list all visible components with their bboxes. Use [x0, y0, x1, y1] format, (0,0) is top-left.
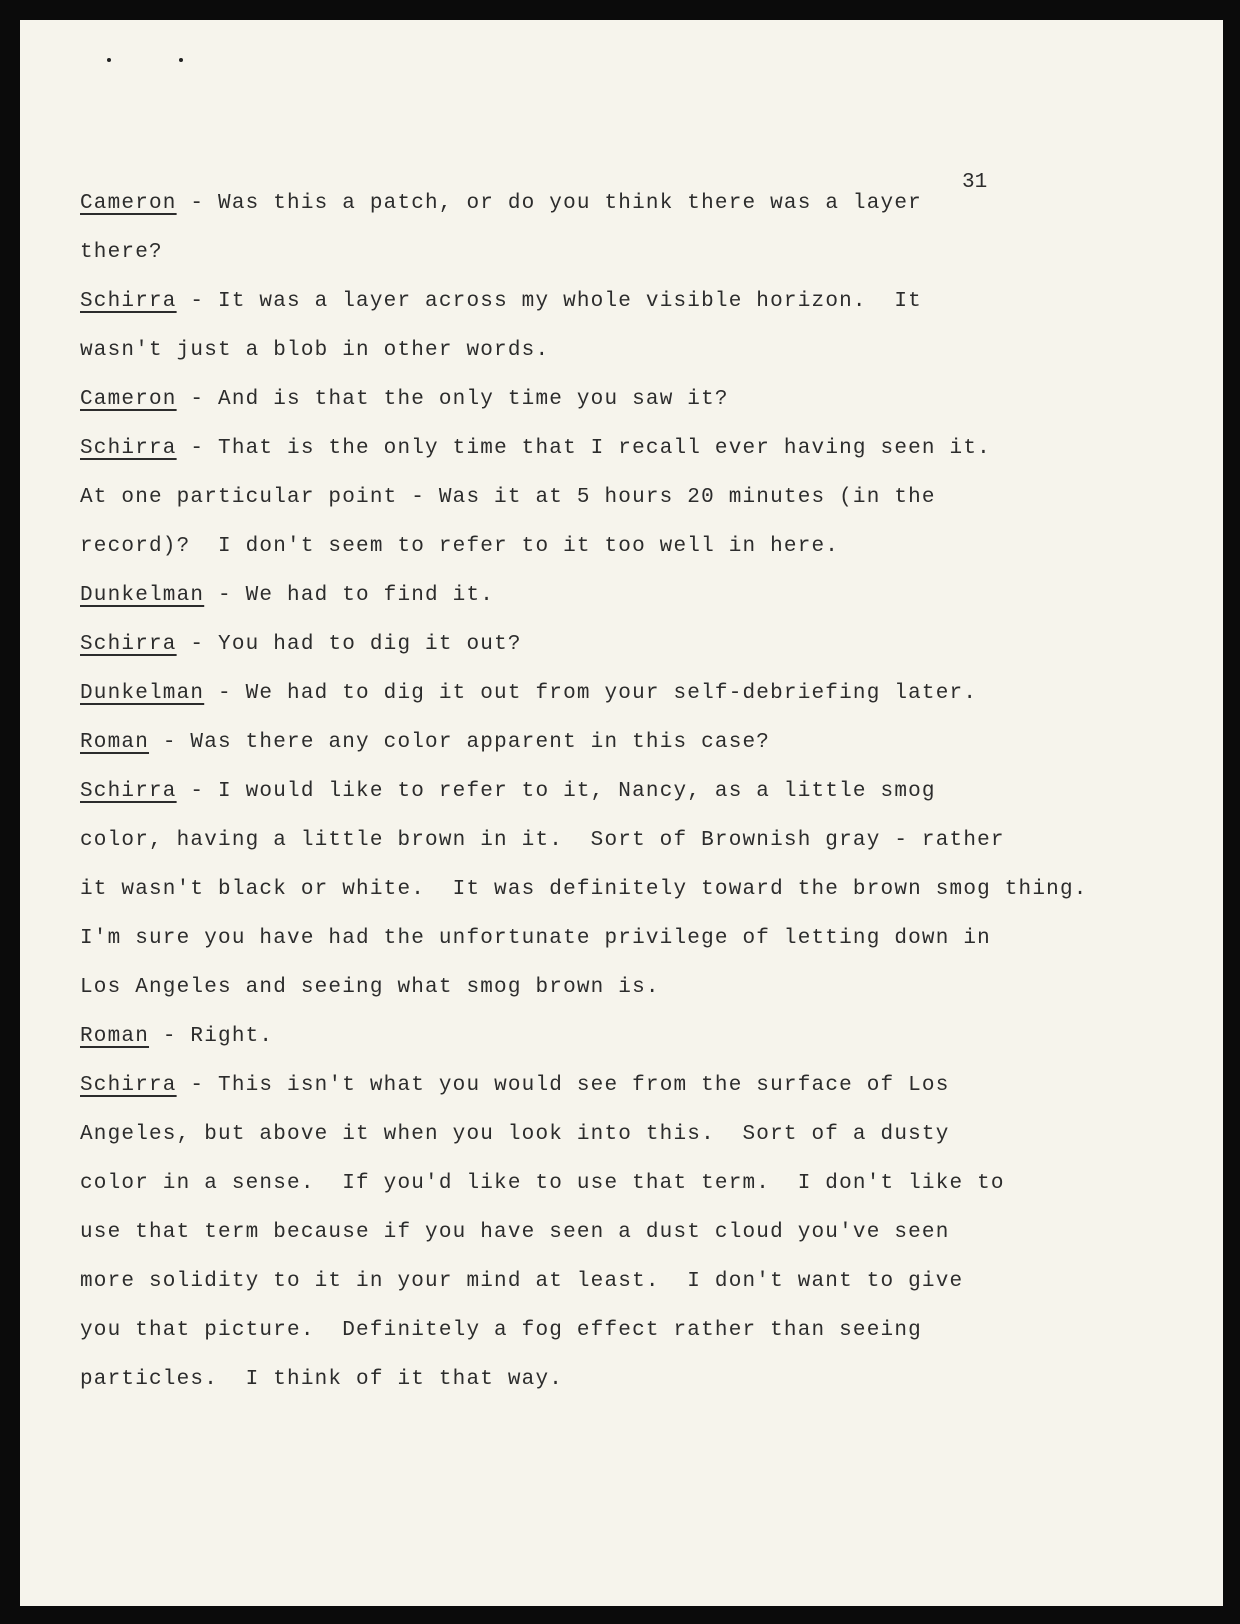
transcript-line	[80, 878, 1088, 902]
line-text: particles. I think of it that way.	[80, 1368, 564, 1391]
transcript-line	[80, 241, 163, 265]
speaker-name: Dunkelman	[80, 682, 205, 705]
transcript-line	[80, 976, 660, 1000]
transcript-line	[80, 339, 549, 363]
line-text: - This isn't what you would see from the surface of Los	[176, 1074, 950, 1097]
speaker-name: Cameron	[80, 192, 177, 215]
transcript-line	[80, 535, 839, 559]
line-text: color in a sense. If you'd like to use that term. I don't like to	[80, 1172, 1005, 1195]
speaker-name: Schirra	[80, 633, 177, 656]
line-text: there?	[80, 241, 163, 264]
line-text: use that term because if you have seen a dust cloud you've seen	[80, 1221, 950, 1244]
transcript-line	[80, 1319, 922, 1343]
stray-mark	[107, 58, 111, 62]
speaker-name: Schirra	[80, 780, 177, 803]
speaker-name: Cameron	[80, 388, 177, 411]
line-text: color, having a little brown in it. Sort of Brownish gray - rather	[80, 829, 1005, 852]
speaker-name: Roman	[80, 731, 150, 754]
line-text: - Right.	[149, 1025, 274, 1048]
line-text: - Was there any color apparent in this case?	[149, 731, 771, 754]
line-text: - We had to find it.	[204, 584, 495, 607]
transcript-line	[80, 437, 991, 461]
speaker-name: Schirra	[80, 1074, 177, 1097]
stray-mark	[179, 58, 183, 62]
line-text: - That is the only time that I recall ever having seen it.	[176, 437, 991, 460]
transcript-line	[80, 388, 729, 412]
transcript-line	[80, 1025, 273, 1049]
transcript-line	[80, 633, 522, 657]
line-text: - We had to dig it out from your self-debriefing later.	[204, 682, 978, 705]
line-text: - You had to dig it out?	[176, 633, 522, 656]
line-text: it wasn't black or white. It was definitely toward the brown smog thing.	[80, 878, 1088, 901]
line-text: wasn't just a blob in other words.	[80, 339, 550, 362]
speaker-name: Dunkelman	[80, 584, 205, 607]
transcript-line	[80, 780, 936, 804]
transcript-page	[20, 20, 1223, 1606]
transcript-line	[80, 731, 770, 755]
line-text: I'm sure you have had the unfortunate privilege of letting down in	[80, 927, 991, 950]
line-text: you that picture. Definitely a fog effect rather than seeing	[80, 1319, 922, 1342]
transcript-line	[80, 1368, 563, 1392]
transcript-line	[80, 1270, 963, 1294]
line-text: record)? I don't seem to refer to it too well in here.	[80, 535, 840, 558]
transcript-line	[80, 584, 494, 608]
transcript-line	[80, 1221, 950, 1245]
line-text: more solidity to it in your mind at least. I don't want to give	[80, 1270, 964, 1293]
page-number: 31	[962, 171, 988, 194]
transcript-line	[80, 682, 977, 706]
line-text: - I would like to refer to it, Nancy, as a little smog	[176, 780, 936, 803]
speaker-name: Schirra	[80, 437, 177, 460]
line-text: At one particular point - Was it at 5 hours 20 minutes (in the	[80, 486, 936, 509]
line-text: - And is that the only time you saw it?	[176, 388, 729, 411]
line-text: - Was this a patch, or do you think there was a layer	[176, 192, 922, 215]
line-text: - It was a layer across my whole visible horizon. It	[176, 290, 922, 313]
transcript-line	[80, 927, 991, 951]
transcript-line	[80, 829, 1005, 853]
line-text: Angeles, but above it when you look into this. Sort of a dusty	[80, 1123, 950, 1146]
line-text: Los Angeles and seeing what smog brown is.	[80, 976, 660, 999]
speaker-name: Roman	[80, 1025, 150, 1048]
transcript-line	[80, 290, 922, 314]
transcript-line	[80, 192, 922, 216]
transcript-line	[80, 1074, 950, 1098]
transcript-line	[80, 1172, 1005, 1196]
transcript-line	[80, 486, 936, 510]
transcript-line	[80, 1123, 950, 1147]
speaker-name: Schirra	[80, 290, 177, 313]
